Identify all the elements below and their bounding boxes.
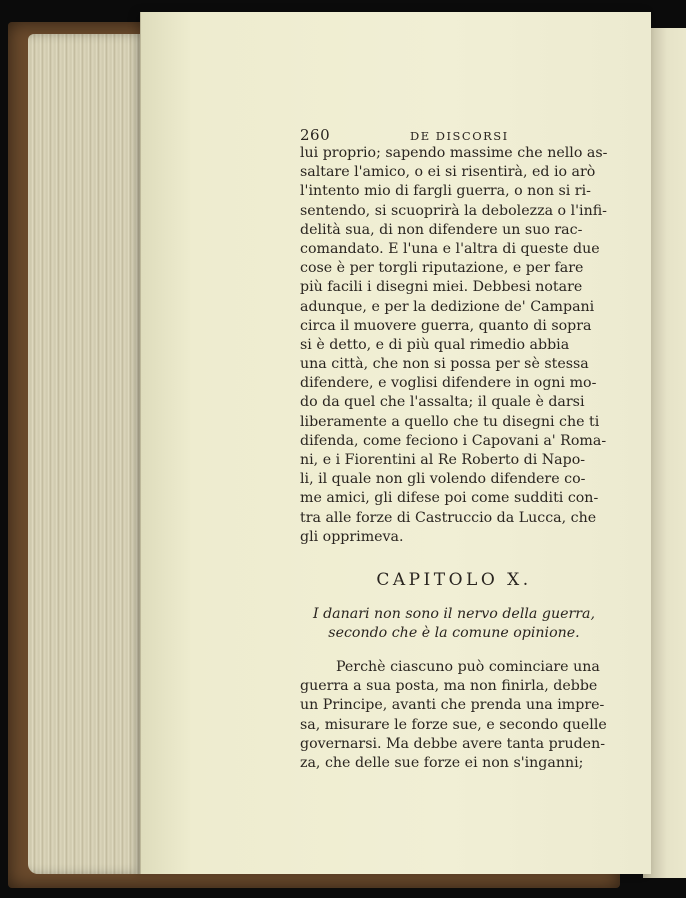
text-line: ni, e i Fiorentini al Re Roberto di Napo- xyxy=(300,452,586,468)
running-header xyxy=(300,126,608,144)
text-line: Perchè ciascuno può cominciare una xyxy=(336,658,600,675)
chapter-title: CAPITOLO X. xyxy=(376,569,532,590)
text-line: sa, misurare le forze sue, e secondo quelle xyxy=(300,716,607,733)
text-line: una città, che non si possa per sè stessa xyxy=(300,356,589,373)
chapter-subtitle xyxy=(300,605,608,643)
page-number: 260 xyxy=(300,126,331,144)
paragraph-1 xyxy=(300,144,608,547)
text-line: delità sua, di non difendere un suo rac- xyxy=(300,221,583,238)
text-line: l'intento mio di fargli guerra, o non si ri- xyxy=(300,183,591,200)
text-line: cose è per torgli riputazione, e per fare xyxy=(300,260,584,277)
text-line: circa il muovere guerra, quanto di sopra xyxy=(300,317,592,334)
text-line: gli opprimeva. xyxy=(300,528,404,545)
text-line: più facili i disegni miei. Debbesi notare xyxy=(300,279,583,296)
text-line: si è detto, e di più qual rimedio abbia xyxy=(300,336,570,353)
subtitle-line: secondo che è la comune opinione. xyxy=(328,624,580,641)
subtitle-line: I danari non sono il nervo della guerra, xyxy=(312,605,596,622)
page-text xyxy=(300,126,608,773)
text-line: liberamente a quello che tu disegni che ti xyxy=(300,413,600,430)
text-line: difendere, e voglisi difendere in ogni mo- xyxy=(300,375,597,392)
text-line: saltare l'amico, o ei si risentirà, ed io arò xyxy=(300,164,596,181)
text-line: governarsi. Ma debbe avere tanta pruden- xyxy=(300,735,606,752)
text-line: lui proprio; sapendo massime che nello as- xyxy=(300,145,608,161)
text-line: difenda, come feciono i Capovani a' Roma- xyxy=(300,432,607,449)
page-stack-edge xyxy=(28,34,148,874)
text-line: un Principe, avanti che prenda una impre- xyxy=(300,697,605,714)
text-line: tra alle forze di Castruccio da Lucca, che xyxy=(300,509,597,526)
text-line: adunque, e per la dedizione de' Campani xyxy=(300,298,595,315)
text-line: guerra a sua posta, ma non finirla, debbe xyxy=(300,678,598,695)
text-line: do da quel che l'assalta; il quale è darsi xyxy=(300,394,585,411)
text-line: me amici, gli difese poi come sudditi con- xyxy=(300,490,599,507)
paragraph-2 xyxy=(300,658,608,773)
text-line: sentendo, si scuoprirà la debolezza o l'infi- xyxy=(300,202,607,219)
text-line: li, il quale non gli volendo difendere co- xyxy=(300,471,586,488)
text-line: za, che delle sue forze ei non s'inganni; xyxy=(300,754,584,771)
running-head: DE DISCORSI xyxy=(410,129,509,143)
text-line: comandato. E l'una e l'altra di queste due xyxy=(300,240,600,257)
